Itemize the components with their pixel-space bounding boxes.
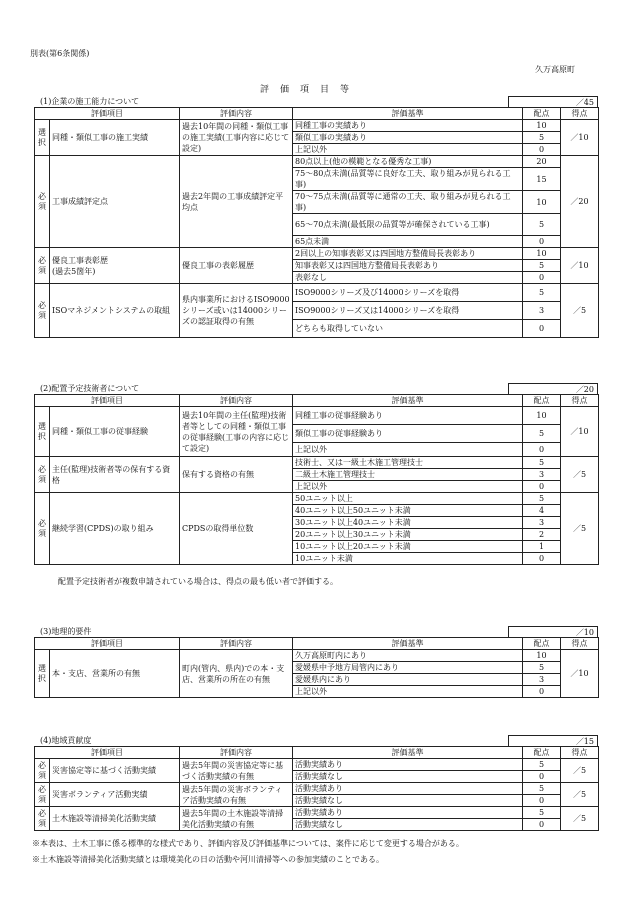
criteria-cell: 類似工事の実績あり [293,132,523,144]
points-cell: 3 [523,469,561,481]
score-cell: ／5 [561,783,599,807]
score-cell: ／5 [561,284,599,338]
page-title: 評 価 項 目 等 [260,85,351,95]
eval-item: 同種・類似工事の従事経験 [50,407,180,457]
col-criteria: 評価基準 [293,108,523,120]
points-cell: 5 [523,425,561,443]
points-cell: 10 [523,248,561,260]
eval-item: 災害協定等に基づく活動実績 [50,759,180,783]
criteria-cell: 20ユニット以上30ユニット未満 [293,529,523,541]
points-cell: 0 [523,686,561,698]
criteria-cell: 30ユニット以上40ユニット未満 [293,517,523,529]
eval-item-line: 優良工事表彰歴 [52,255,108,265]
col-score: 得点 [561,638,599,650]
points-cell: 5 [523,493,561,505]
points-cell: 5 [523,260,561,272]
criteria-cell: 久万高原町内にあり [293,650,523,662]
points-cell: 0 [523,795,561,807]
points-cell: 0 [523,553,561,565]
criteria-cell: 表彰なし [293,272,523,284]
points-cell: 3 [523,517,561,529]
score-cell: ／10 [561,248,599,284]
eval-content: 保有する資格の有無 [180,457,293,493]
col-content: 評価内容 [180,108,293,120]
section-3-table [34,637,599,698]
criteria-cell: 上記以外 [293,144,523,156]
points-cell: 0 [523,443,561,457]
criteria-cell: 活動実績なし [293,819,523,831]
points-cell: 20 [523,156,561,168]
col-score: 得点 [561,395,599,407]
eval-item-line: (過去5箇年) [52,266,96,276]
col-criteria: 評価基準 [293,747,523,759]
col-score: 得点 [561,747,599,759]
criteria-cell: 10ユニット未満 [293,553,523,565]
col-score: 得点 [561,108,599,120]
criteria-cell: 40ユニット以上50ユニット未満 [293,505,523,517]
eval-content: 過去5年間の災害ボランティア活動実績の有無 [180,783,293,807]
criteria-cell: 65点未満 [293,236,523,248]
criteria-cell: ISO9000シリーズ又は14000シリーズを取得 [293,302,523,320]
score-cell: ／10 [561,650,599,698]
score-cell: ／10 [561,120,599,156]
criteria-cell: 活動実績あり [293,783,523,795]
col-content: 評価内容 [180,638,293,650]
col-item: 評価項目 [35,747,180,759]
criteria-cell: 技術士、又は一級土木施工管理技士 [293,457,523,469]
score-cell: ／10 [561,407,599,457]
eval-content: 過去2年間の工事成績評定平均点 [180,156,293,248]
col-content: 評価内容 [180,395,293,407]
criteria-cell: 2回以上の知事表彰又は四国地方整備局長表彰あり [293,248,523,260]
section-2-title: (2)配置予定技術者について [40,384,140,393]
category-label: 選択 [35,120,50,156]
points-cell: 5 [523,457,561,469]
eval-item: 工事成績評定点 [50,156,180,248]
col-points: 配点 [523,747,561,759]
points-cell: 1 [523,541,561,553]
criteria-cell: 80点以上(他の模範となる優秀な工事) [293,156,523,168]
category-label: 必須 [35,493,50,565]
criteria-cell: どちらも取得していない [293,320,523,338]
criteria-cell: 65～70点未満(最低限の品質等が確保されている工事) [293,214,523,236]
section-1-table [34,107,599,338]
col-criteria: 評価基準 [293,638,523,650]
eval-item: 継続学習(CPDS)の取り組み [50,493,180,565]
category-label: 必須 [35,783,50,807]
criteria-cell: 上記以外 [293,686,523,698]
criteria-cell: 50ユニット以上 [293,493,523,505]
score-cell: ／5 [561,493,599,565]
eval-content: 町内(管内、県内)での本・支店、営業所の所在の有無 [180,650,293,698]
criteria-cell: 75～80点未満(品質等に良好な工夫、取り組みが見られる工事) [293,168,523,191]
footnote-2: ※土木施設等清掃美化活動実績とは環境美化の日の活動や河川清掃等への参加実績のことである。 [32,855,384,864]
criteria-cell: 70～75点未満(品質等に通常の工夫、取り組みが見られる工事) [293,191,523,214]
score-cell: ／5 [561,457,599,493]
section-4-table [34,746,599,831]
criteria-cell: 愛媛県中予地方局管内にあり [293,662,523,674]
eval-item: 災害ボランティア活動実績 [50,783,180,807]
points-cell: 5 [523,662,561,674]
criteria-cell: 二級土木施工管理技士 [293,469,523,481]
points-cell: 0 [523,236,561,248]
criteria-cell: 愛媛県内にあり [293,674,523,686]
criteria-cell: ISO9000シリーズ及び14000シリーズを取得 [293,284,523,302]
section-4-title: (4)地域貢献度 [40,736,92,745]
points-cell: 10 [523,650,561,662]
points-cell: 3 [523,302,561,320]
eval-content: 過去10年間の主任(監理)技術者等としての同種・類似工事の従事経験(工事の内容に応じて設定) [180,407,293,457]
category-label: 必須 [35,759,50,783]
eval-content: CPDSの取得単位数 [180,493,293,565]
section-1-title: (1)企業の施工能力について [40,97,140,106]
section-2-total: ／20 [508,383,598,394]
col-item: 評価項目 [35,108,180,120]
section-3-total: ／10 [508,626,598,637]
points-cell: 10 [523,191,561,214]
criteria-cell: 同種工事の従事経験あり [293,407,523,425]
section-2-note: 配置予定技術者が複数申請されている場合は、得点の最も低い者で評価する。 [58,577,338,586]
criteria-cell: 同種工事の実績あり [293,120,523,132]
eval-item [50,248,180,284]
points-cell: 2 [523,529,561,541]
eval-item: ISOマネジメントシステムの取組 [50,284,180,338]
eval-item: 主任(監理)技術者等の保有する資格 [50,457,180,493]
col-content: 評価内容 [180,747,293,759]
score-cell: ／20 [561,156,599,248]
points-cell: 5 [523,214,561,236]
points-cell: 5 [523,759,561,771]
town-name: 久万高原町 [535,65,575,74]
points-cell: 3 [523,674,561,686]
category-label: 必須 [35,156,50,248]
col-points: 配点 [523,638,561,650]
points-cell: 0 [523,481,561,493]
category-label: 必須 [35,248,50,284]
eval-item: 土木施設等清掃美化活動実績 [50,807,180,831]
score-cell: ／5 [561,807,599,831]
points-cell: 5 [523,783,561,795]
category-label: 必須 [35,807,50,831]
section-2-table [34,394,599,565]
criteria-cell: 活動実績あり [293,807,523,819]
points-cell: 4 [523,505,561,517]
criteria-cell: 上記以外 [293,481,523,493]
eval-content: 過去10年間の同種・類似工事の施工実績(工事内容に応じて設定) [180,120,293,156]
criteria-cell: 活動実績あり [293,759,523,771]
col-points: 配点 [523,108,561,120]
points-cell: 15 [523,168,561,191]
eval-content: 優良工事の表彰履歴 [180,248,293,284]
criteria-cell: 10ユニット以上20ユニット未満 [293,541,523,553]
criteria-cell: 活動実績なし [293,771,523,783]
eval-item: 同種・類似工事の施工実績 [50,120,180,156]
points-cell: 0 [523,320,561,338]
col-item: 評価項目 [35,638,180,650]
section-3-title: (3)地理的要件 [40,627,92,636]
eval-content: 県内事業所におけるISO9000シリーズ或いは14000シリーズの認証取得の有無 [180,284,293,338]
score-cell: ／5 [561,759,599,783]
points-cell: 5 [523,807,561,819]
points-cell: 5 [523,132,561,144]
points-cell: 0 [523,272,561,284]
footnote-1: ※本表は、土木工事に係る標準的な様式であり、評価内容及び評価基準については、案件に応じて変更する場合がある。 [32,839,464,848]
points-cell: 10 [523,407,561,425]
eval-content: 過去5年間の土木施設等清掃美化活動実績の有無 [180,807,293,831]
category-label: 必須 [35,457,50,493]
category-label: 選択 [35,650,50,698]
section-4-total: ／15 [508,735,598,746]
criteria-cell: 上記以外 [293,443,523,457]
points-cell: 0 [523,144,561,156]
points-cell: 10 [523,120,561,132]
category-label: 必須 [35,284,50,338]
eval-content: 過去5年間の災害協定等に基づく活動実績の有無 [180,759,293,783]
section-1-total: ／45 [508,96,598,107]
criteria-cell: 知事表彰又は四国地方整備局長表彰あり [293,260,523,272]
points-cell: 0 [523,819,561,831]
category-label: 選択 [35,407,50,457]
col-criteria: 評価基準 [293,395,523,407]
appendix-label: 別表(第6条関係) [30,49,90,58]
col-points: 配点 [523,395,561,407]
points-cell: 0 [523,771,561,783]
criteria-cell: 活動実績なし [293,795,523,807]
criteria-cell: 類似工事の従事経験あり [293,425,523,443]
eval-item: 本・支店、営業所の有無 [50,650,180,698]
col-item: 評価項目 [35,395,180,407]
points-cell: 5 [523,284,561,302]
